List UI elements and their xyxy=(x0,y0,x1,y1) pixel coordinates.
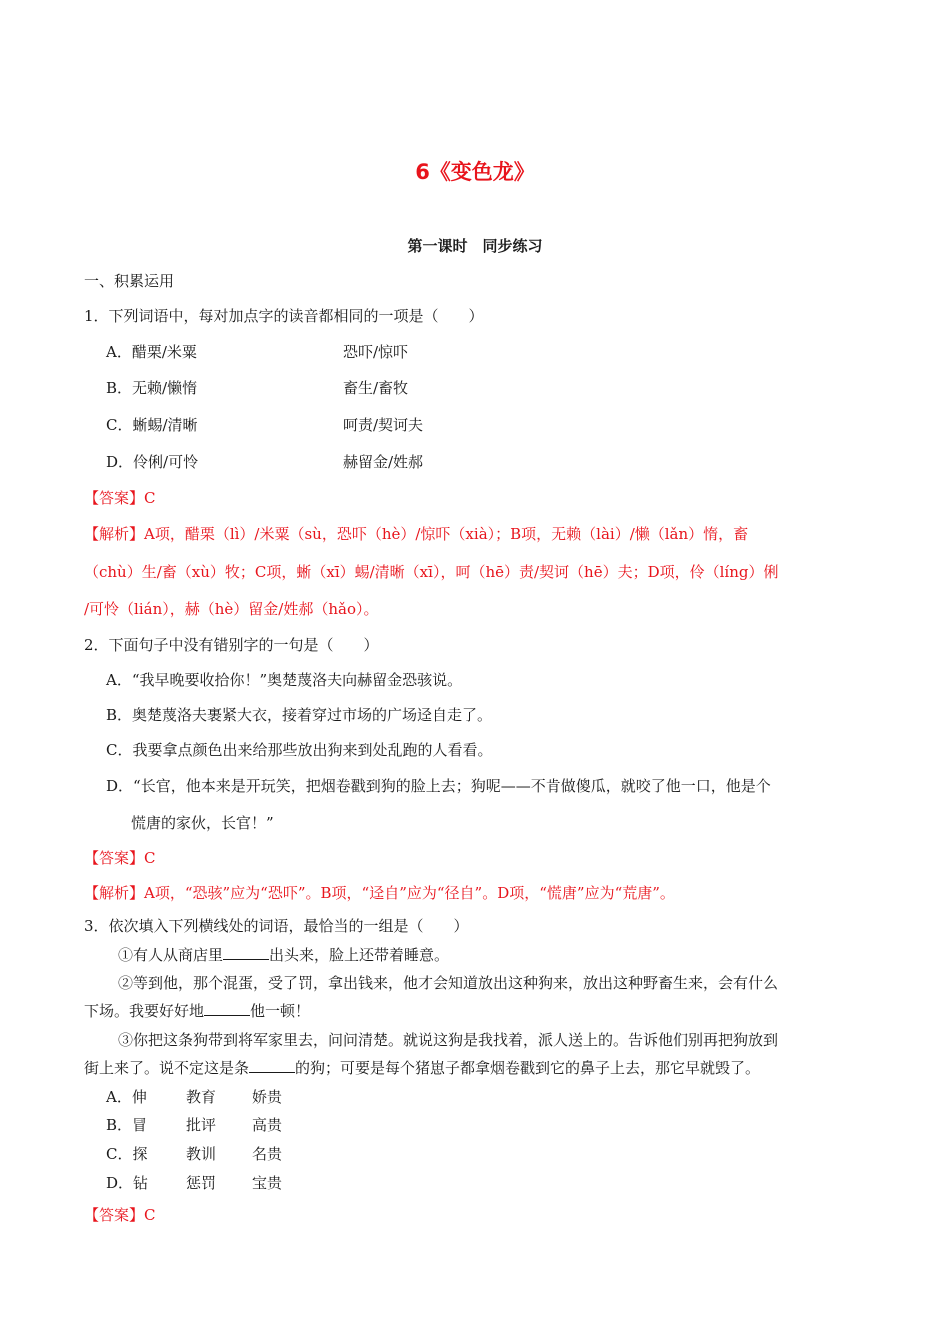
q1-option-c-left: C．蜥蜴/清晰 xyxy=(106,416,198,434)
q2-option-d-line2: 慌唐的家伙，长官！” xyxy=(131,814,274,832)
q2-option-d-line1: D．“长官，他本来是开玩笑，把烟卷戳到狗的脸上去；狗呢——不肯做傻瓜，就咬了他一口，他是个 xyxy=(106,777,771,795)
q3-sentence2-line2 xyxy=(84,1000,310,1021)
page-title: 6《变色龙》 xyxy=(415,160,535,184)
section-heading: 一、积累运用 xyxy=(84,272,175,290)
q3-sentence2-line1: ②等到他，那个混蛋，受了罚，拿出钱来，他才会知道放出这种狗来，放出这种野畜生来，会有什么 xyxy=(118,974,779,992)
q3-option-d-word3: 宝贵 xyxy=(252,1174,283,1192)
lesson-subtitle: 第一课时 同步练习 xyxy=(407,237,543,255)
q1-option-d-right: 赫留金/姓郝 xyxy=(343,453,424,471)
q1-answer: 【答案】C xyxy=(84,489,156,507)
q3-option-a xyxy=(106,1086,283,1107)
fill-blank-1 xyxy=(223,945,269,960)
q2-option-a: A．“我早晚要收拾你！”奥楚蔑洛夫向赫留金恐骇说。 xyxy=(106,671,463,689)
q3-sentence1 xyxy=(118,944,449,965)
q2-stem: 2．下面句子中没有错别字的一句是（ ） xyxy=(84,636,379,654)
q3-option-b-word1: B．冒 xyxy=(106,1116,148,1134)
q2-option-c: C．我要拿点颜色出来给那些放出狗来到处乱跑的人看看。 xyxy=(106,741,493,759)
q3-sentence3-line2 xyxy=(84,1057,760,1078)
q3-option-c-word3: 名贵 xyxy=(252,1145,283,1163)
q1-option-b-right: 畜生/畜牧 xyxy=(343,379,409,397)
q3-option-b-word2: 批评 xyxy=(186,1116,217,1134)
q1-stem: 1．下列词语中，每对加点字的读音都相同的一项是（ ） xyxy=(84,307,484,325)
q1-option-b-left: B．无赖/懒惰 xyxy=(106,379,198,397)
q3-sentence3-part1: 街上来了。说不定这是条 xyxy=(84,1059,250,1077)
q3-option-c xyxy=(106,1143,283,1164)
q3-option-b xyxy=(106,1114,283,1135)
fill-blank-2 xyxy=(204,1001,250,1016)
q3-sentence3-part2: 的狗；可要是每个猪崽子都拿烟卷戳到它的鼻子上去，那它早就毁了。 xyxy=(295,1059,761,1077)
q1-option-a-right: 恐吓/惊吓 xyxy=(343,343,409,361)
q3-option-d-word1: D．钻 xyxy=(106,1174,149,1192)
q3-answer: 【答案】C xyxy=(84,1206,156,1224)
q2-answer: 【答案】C xyxy=(84,849,156,867)
q3-sentence1-part2: 出头来，脸上还带着睡意。 xyxy=(269,946,450,964)
q2-explanation: 【解析】A项，“恐骇”应为“恐吓”。B项，“迳自”应为“径自”。D项，“慌唐”应为“荒唐”。 xyxy=(84,884,675,902)
q3-option-b-word3: 高贵 xyxy=(252,1116,283,1134)
q3-sentence1-part1: ①有人从商店里 xyxy=(118,946,224,964)
q1-option-d-left: D．伶俐/可怜 xyxy=(106,453,199,471)
q3-sentence3-line1: ③你把这条狗带到将军家里去，问问清楚。就说这狗是我找着，派人送上的。告诉他们别再把狗放到 xyxy=(118,1031,779,1049)
q1-explanation-line1: 【解析】A项，醋栗（lì）/米粟（sù，恐吓（hè）/惊吓（xià）；B项，无赖（lài）/懒（lǎn）惰，畜 xyxy=(84,525,749,543)
q1-explanation-line3: /可怜（lián），赫（hè）留金/姓郝（hǎo）。 xyxy=(84,600,379,618)
q3-sentence2-part1: 下场。我要好好地 xyxy=(84,1002,205,1020)
q3-option-a-word3: 娇贵 xyxy=(252,1088,283,1106)
q3-option-d xyxy=(106,1172,283,1193)
q1-explanation-line2: （chù）生/畜（xù）牧；C项，蜥（xī）蜴/清晰（xī），呵（hē）责/契诃（hē）夫；D项，伶（líng）俐 xyxy=(84,563,779,581)
q3-option-c-word2: 教训 xyxy=(186,1145,217,1163)
q3-option-c-word1: C．探 xyxy=(106,1145,148,1163)
q3-stem: 3．依次填入下列横线处的词语，最恰当的一组是（ ） xyxy=(84,917,469,935)
q2-option-b: B．奥楚蔑洛夫裹紧大衣，接着穿过市场的广场迳自走了。 xyxy=(106,706,493,724)
q1-option-a-left: A．醋栗/米粟 xyxy=(106,343,197,361)
fill-blank-3 xyxy=(249,1058,295,1073)
q3-sentence2-part2: 他一顿！ xyxy=(250,1002,311,1020)
q1-option-c-right: 呵责/契诃夫 xyxy=(343,416,424,434)
q3-option-a-word1: A．伸 xyxy=(106,1088,147,1106)
q3-option-d-word2: 惩罚 xyxy=(186,1174,217,1192)
q3-option-a-word2: 教育 xyxy=(186,1088,217,1106)
